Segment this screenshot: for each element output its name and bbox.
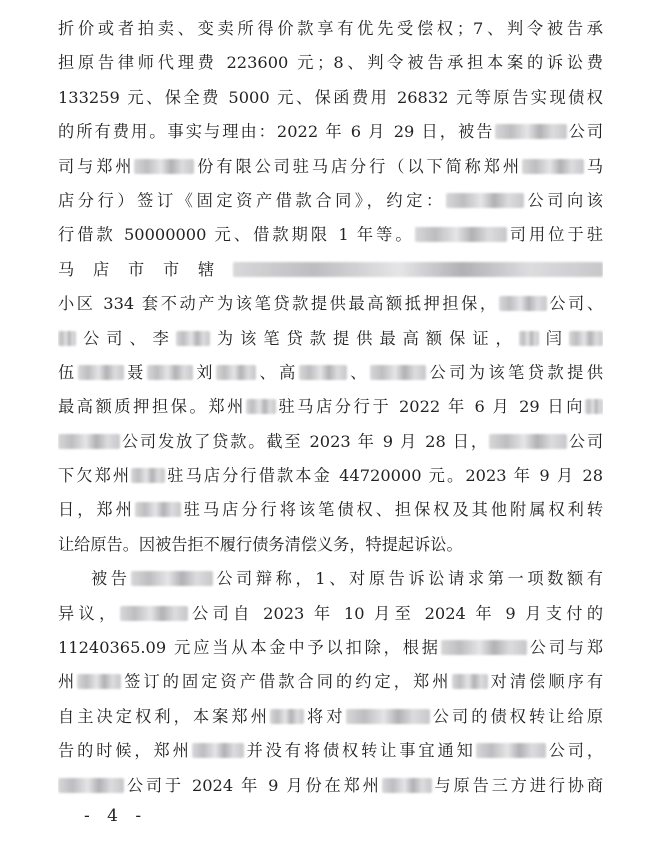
redaction	[299, 365, 347, 380]
redaction	[519, 331, 539, 346]
redaction	[370, 365, 426, 380]
redaction	[489, 434, 567, 449]
text-line: 下欠郑州 驻马店分行借款本金 44720000 元。2023 年 9 月 28	[58, 466, 603, 486]
redaction	[134, 159, 194, 174]
redaction	[246, 399, 276, 414]
redaction	[176, 331, 210, 346]
redaction	[131, 468, 165, 483]
text-line: 司与郑州 份有限公司驻马店分行（以下简称郑州 马	[58, 156, 603, 176]
redaction	[441, 640, 527, 655]
redaction	[120, 606, 188, 621]
redaction	[78, 365, 124, 380]
redaction	[147, 365, 193, 380]
redaction	[495, 124, 567, 139]
text-line: 马店市市辖	[58, 253, 603, 287]
redaction	[585, 399, 603, 414]
redaction	[135, 502, 181, 517]
text-line: 让给原告。因被告拒不履行债务清偿义务，特提起诉讼。	[58, 534, 463, 554]
text-line: 告的时候，郑州 并没有将债权转让事宜通知 公司，	[58, 741, 603, 761]
text-line: 的所有费用。事实与理由：2022 年 6 月 29 日，被告 公司	[58, 122, 603, 142]
text-line: 折价或者拍卖、变卖所得价款享有优先受偿权；7、判令被告承	[58, 19, 603, 38]
redaction	[415, 227, 507, 242]
text-line: 自主决定权利，本案郑州 将对 公司的债权转让给原	[58, 706, 603, 726]
text-line: 公司、李 为该笔贷款提供最高额保证， 闫	[58, 322, 603, 356]
redaction	[522, 159, 584, 174]
text-line: 被告 公司辩称，1、对原告诉讼请求第一项数额有	[91, 569, 603, 589]
text-line: 最高额质押担保。郑州 驻马店分行于 2022 年 6 月 29 日向	[58, 390, 603, 424]
redaction	[346, 709, 430, 724]
text-line: 担原告律师代理费 223600 元；8、判令被告承担本案的诉讼费	[58, 53, 603, 73]
redaction	[58, 434, 120, 449]
redaction	[58, 331, 76, 346]
redaction	[233, 262, 603, 277]
text-line: 州 签订的固定资产借款合同的约定，郑州 对清偿顺序有	[58, 672, 603, 692]
text-line: 日，郑州 驻马店分行将该笔债权、担保权及其他附属权利转	[58, 500, 603, 520]
redaction	[499, 296, 547, 311]
redaction	[569, 331, 603, 346]
text-line: 伍 聂 刘 、高 、 公司为该笔贷款提供	[58, 362, 603, 382]
redaction	[77, 674, 121, 689]
text-line: 店分行）签订《固定资产借款合同》，约定： 公司向该	[58, 190, 603, 210]
redaction	[216, 365, 256, 380]
redaction	[452, 674, 488, 689]
text-line: 小区 334 套不动产为该笔贷款提供最高额抵押担保， 公司、	[58, 294, 603, 314]
redaction	[476, 743, 546, 758]
text-line: 133259 元、保全费 5000 元、保函费用 26832 元等原告实现债权	[58, 87, 603, 107]
text-line: 异议， 公司自 2023 年 10 月至 2024 年 9 月支付的	[58, 603, 603, 623]
text-line: 公司发放了贷款。截至 2023 年 9 月 28 日， 公司	[58, 425, 603, 459]
redaction	[58, 778, 124, 793]
text-line: 公司于 2024 年 9 月份在郑州 与原告三方进行协商	[58, 769, 603, 803]
text-line: 行借款 50000000 元、借款期限 1 年等。 司用位于驻	[58, 225, 603, 245]
redaction	[382, 778, 432, 793]
redaction	[131, 571, 213, 586]
page-number: - 4 -	[84, 806, 148, 826]
body-text	[58, 12, 603, 803]
redaction	[192, 743, 244, 758]
redaction	[446, 193, 524, 208]
text-line: 11240365.09 元应当从本金中予以扣除，根据 公司与郑	[58, 638, 603, 658]
redaction	[270, 709, 304, 724]
